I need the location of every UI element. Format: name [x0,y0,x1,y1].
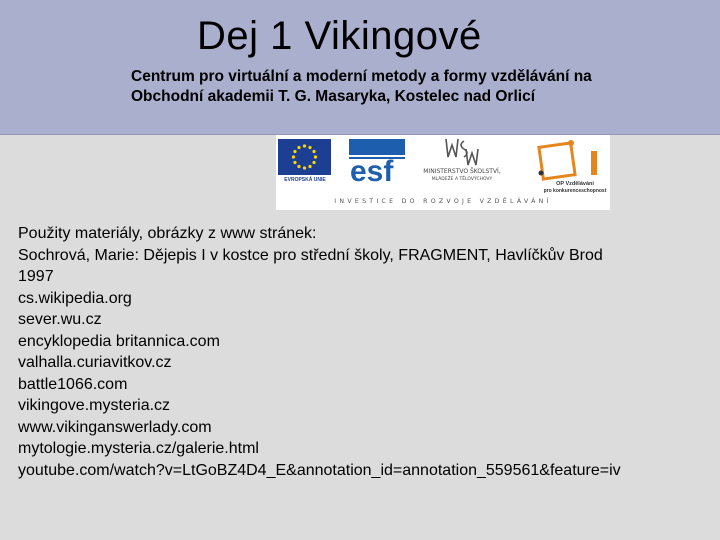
eu-star-icon [308,146,311,149]
subtitle-line-1: Centrum pro virtuální a moderní metody a formy vzdělávání na [131,68,592,85]
eu-flag-logo [278,139,331,175]
eu-star-icon [303,144,306,147]
sources-heading: Použity materiály, obrázky z www stránek: [18,225,317,242]
eu-star-icon [293,150,296,153]
source-line: valhalla.curiavitkov.cz [18,354,172,371]
source-line: mytologie.mysteria.cz/galerie.html [18,440,259,457]
eu-stars-icon [278,139,331,175]
eu-star-icon [314,155,317,158]
slide-title: Dej 1 Vikingové [197,14,482,58]
source-line: vikingove.mysteria.cz [18,397,171,414]
source-line: 1997 [18,268,54,285]
op-vk-logo [531,137,607,197]
esf-text: esf [350,155,394,183]
subtitle-line-2: Obchodní akademii T. G. Masaryka, Kostelec nad Orlicí [131,88,535,105]
source-line: Sochrová, Marie: Dějepis I v kostce pro střední školy, FRAGMENT, Havlíčkův Brod [18,246,603,264]
esf-logo [349,139,405,183]
source-line: battle1066.com [18,375,128,393]
eu-label: EVROPSKÁ UNIE [284,177,326,183]
eu-star-icon [303,166,306,169]
eu-star-icon [292,155,295,158]
source-line: sever.wu.cz [18,311,102,328]
funding-logos-banner [276,135,610,210]
slide-subtitle [131,67,711,107]
op-line1-text: OP Vzdělávání [556,181,594,187]
eu-star-icon [293,161,296,164]
msmt-logo [422,137,502,183]
eu-star-icon [297,165,300,168]
source-line: cs.wikipedia.org [18,289,132,307]
invest-banner-text: INVESTICE DO ROZVOJE VZDĚLÁVÁNÍ [334,198,552,205]
op-line2-text: pro konkurenceschopnost [543,188,607,194]
sources-text [18,223,718,481]
eu-star-icon [312,161,315,164]
msmt-bottom-text: MLÁDEŽE A TĚLOVÝCHOVY [431,177,493,182]
eu-star-icon [312,150,315,153]
source-line: encyklopedia britannica.com [18,332,220,350]
eu-star-icon [308,165,311,168]
source-line: www.vikinganswerlady.com [18,418,212,436]
source-line: youtube.com/watch?v=LtGoBZ4D4_E&annotation_id=annotation_559561&feature=iv [18,461,621,479]
eu-star-icon [297,146,300,149]
slide-header [0,0,720,135]
msmt-top-text: MINISTERSTVO ŠKOLSTVÍ, [423,168,501,175]
